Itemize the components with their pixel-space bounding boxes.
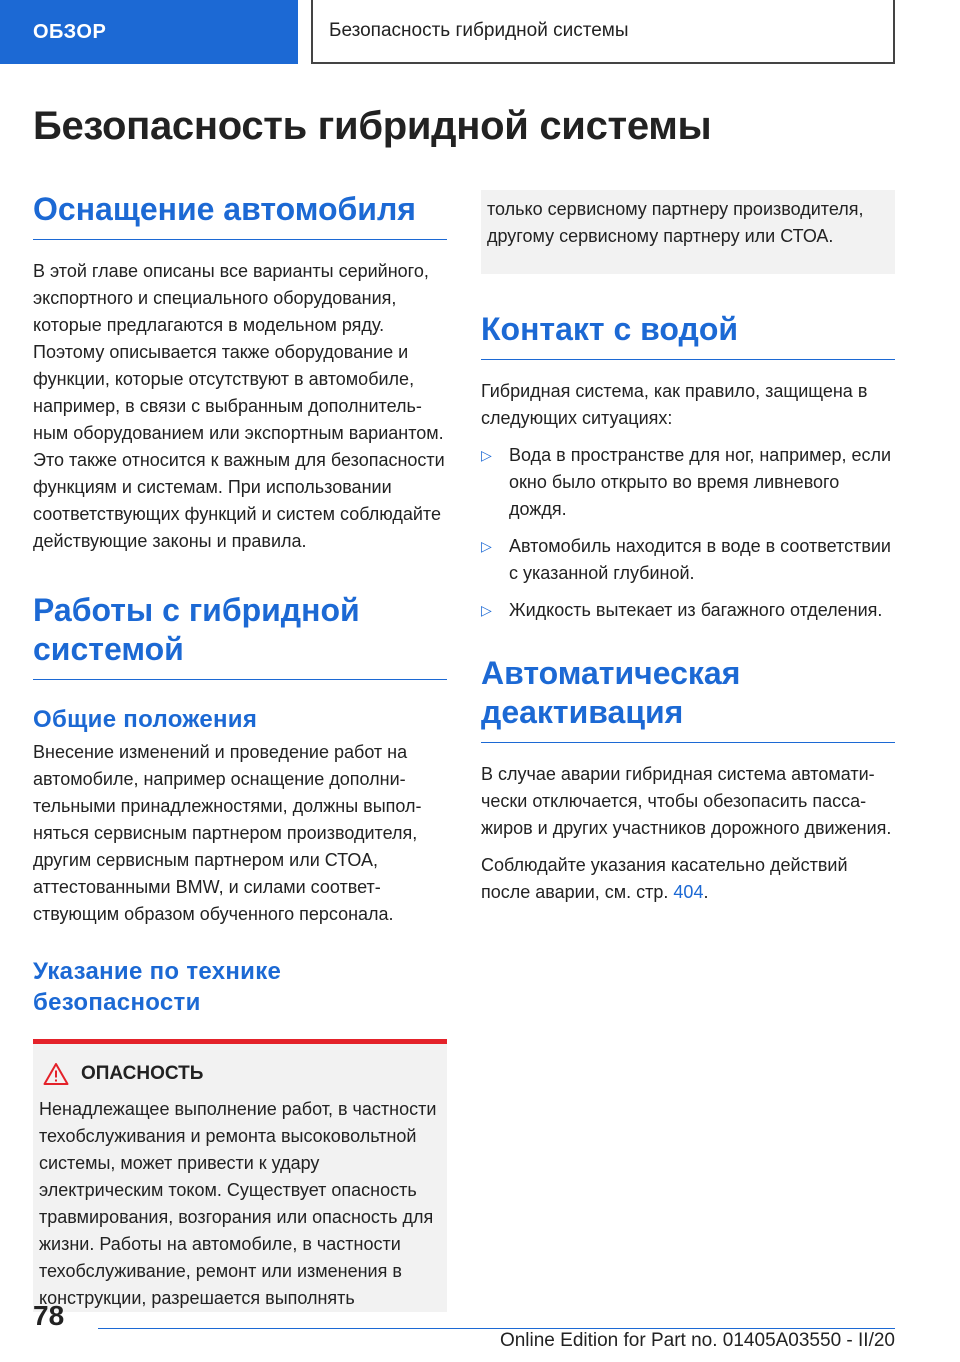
deactivation-note-end: .	[703, 882, 709, 903]
deactivation-note-text: Соблюдайте указания касательно действий после аварии, см. стр.	[481, 855, 848, 903]
list-item-text: Автомобиль находится в воде в соответствии с указанной глубиной.	[509, 536, 891, 584]
right-column	[481, 190, 895, 906]
triangle-bullet-icon: ▷	[481, 538, 492, 555]
heading-equipment: Оснащение автомобиля	[33, 190, 447, 240]
left-column	[33, 190, 447, 1312]
triangle-bullet-icon: ▷	[481, 602, 492, 619]
footer-divider	[98, 1328, 895, 1329]
footer-edition: Online Edition for Part no. 01405A03550 - II/20	[499, 1330, 895, 1351]
page-number: 78	[33, 1300, 65, 1331]
general-text: Внесение изменений и проведение работ на автомобиле, например оснащение дополнительными принадлежностями, должны выполняться сервисным партнером производителя, другим сервисным партнером или СТОА, аттестованными BMW, и силами соответствующим образом обученного персонала.	[33, 742, 422, 925]
list-item-text: Вода в пространстве для ног, например, если окно было открыто во время ливневого дождя.	[509, 445, 892, 520]
list-item	[481, 597, 895, 624]
danger-text-continued: только сервисному партнеру производителя, другому сервисному партнеру или СТОА.	[487, 199, 864, 246]
warning-triangle-icon	[43, 1062, 69, 1086]
page-link-404[interactable]: 404	[673, 882, 704, 903]
danger-box-continued	[481, 190, 895, 274]
danger-header	[39, 1062, 439, 1086]
danger-text: Ненадлежащее выполнение работ, в частности техобслуживания и ремонта высоковольтной системы, может привести к удару электрическим током. Существует опасность травмирования, возгорания или опасность для жизни. Работы на автомобиле, в частности техобслуживание, ремонт или изменения в конструкции, разрешается выполнять	[39, 1098, 437, 1308]
danger-title: ОПАСНОСТЬ	[81, 1062, 204, 1084]
list-item	[481, 442, 895, 523]
page-title: Безопасность гибридной системы	[33, 104, 712, 148]
water-list	[481, 442, 895, 624]
water-intro: Гибридная система, как правило, защищена в следующих ситуациях:	[481, 381, 868, 429]
list-item	[481, 533, 895, 587]
deactivation-text: В случае аварии гибридная система автоматически отключается, чтобы обезопасить пассажиров и других участников дорожного движения.	[481, 764, 892, 839]
deactivation-note	[481, 852, 895, 906]
heading-water-contact: Контакт с водой	[481, 310, 895, 360]
list-item-text: Жидкость вытекает из багажного отделения.	[509, 600, 883, 621]
section-tab-label: ОБЗОР	[33, 20, 107, 43]
section-tab[interactable]	[0, 0, 298, 64]
breadcrumb	[311, 0, 895, 64]
heading-safety: Указание по технике безопасности	[33, 958, 282, 1017]
breadcrumb-label: Безопасность гибридной системы	[329, 20, 629, 41]
triangle-bullet-icon: ▷	[481, 447, 492, 464]
equipment-text: В этой главе описаны все варианты серийного, экспортного и специального оборудования, которые предлагаются в модельном ряду. Поэтому описывается также оборудование и функции, которые отсутствуют в автомобиле, например, в связи с выбранным дополнительным оборудованием или экспортным вариантом. Это также относится к важным для безопасности функциям и системам. При использовании соответствующих функций и систем соблюдайте действующие законы и правила.	[33, 261, 445, 552]
heading-general: Общие положения	[33, 706, 258, 734]
heading-auto-deactivation: Автоматическая деактивация	[481, 654, 895, 743]
heading-hybrid-work: Работы с гибридной системой	[33, 591, 447, 680]
danger-box	[33, 1039, 447, 1312]
